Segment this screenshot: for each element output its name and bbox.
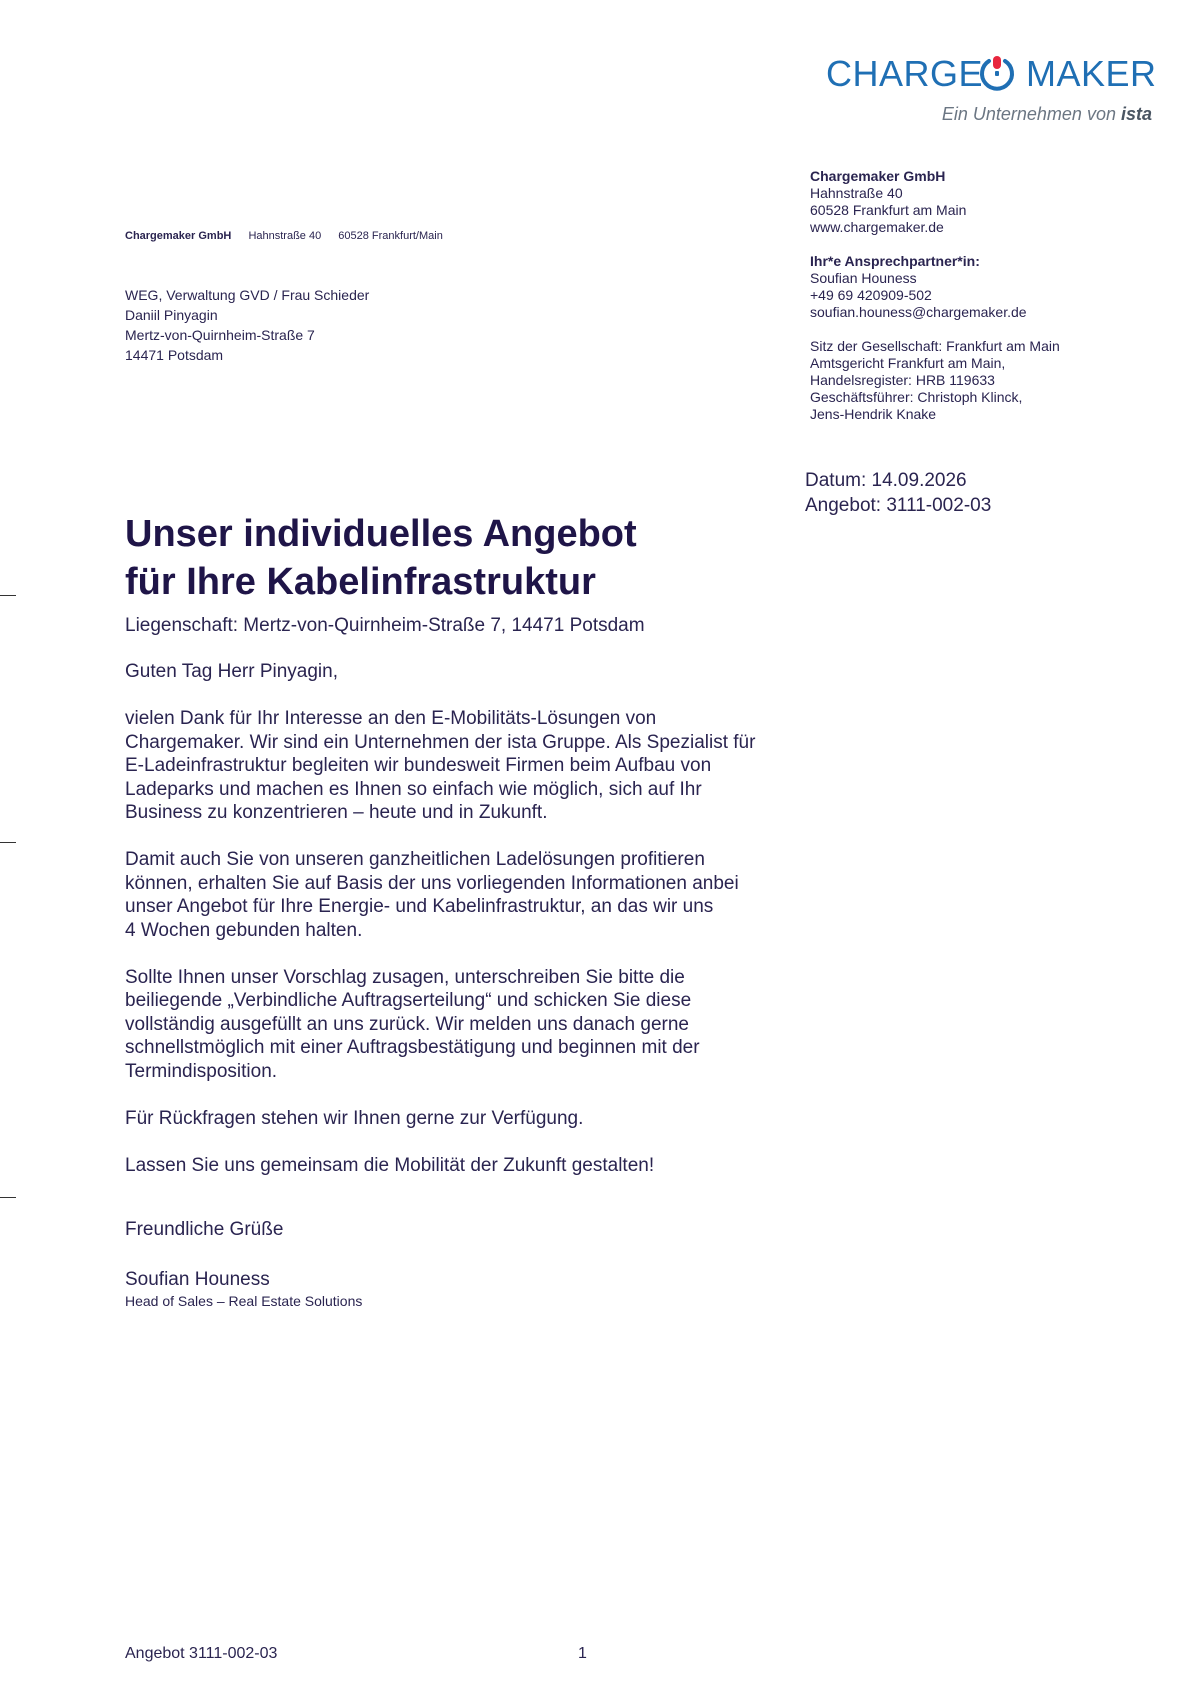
company-info-block — [810, 168, 1060, 423]
page-number: 1 — [578, 1645, 587, 1662]
paragraph-questions: Für Rückfragen stehen wir Ihnen gerne zur Verfügung. — [125, 1107, 584, 1129]
logo-text-maker: MAKER — [1026, 53, 1157, 94]
paragraph-future: Lassen Sie uns gemeinsam die Mobilität der Zukunft gestalten! — [125, 1154, 655, 1176]
logo-subtitle-text: Ein Unternehmen von — [941, 104, 1121, 124]
body-line: Termindisposition. — [125, 1060, 278, 1082]
legal-line: Geschäftsführer: Christoph Klinck, — [810, 389, 1023, 405]
fold-mark-top — [0, 595, 16, 596]
body-line: vielen Dank für Ihr Interesse an den E-Mobilitäts-Lösungen von — [125, 708, 657, 729]
recipient-line: Mertz-von-Quirnheim-Straße 7 — [125, 327, 315, 343]
contact-phone[interactable]: +49 69 420909-502 — [810, 287, 932, 303]
recipient-line: WEG, Verwaltung GVD / Frau Schieder — [125, 287, 370, 303]
chargemaker-logo — [826, 52, 1157, 126]
closing-salutation: Freundliche Grüße — [125, 1219, 284, 1240]
recipient-line: Daniil Pinyagin — [125, 307, 218, 323]
contact-email-link[interactable]: soufian.houness@chargemaker.de — [810, 304, 1027, 320]
body-line: schnellstmöglich mit einer Auftragsbestätigung und beginnen mit der — [125, 1037, 700, 1058]
signer-role: Head of Sales – Real Estate Solutions — [125, 1293, 363, 1309]
info-city: 60528 Frankfurt am Main — [810, 202, 967, 218]
greeting: Guten Tag Herr Pinyagin, — [125, 661, 338, 682]
power-plug-icon — [977, 54, 1017, 94]
info-company: Chargemaker GmbH — [810, 168, 946, 184]
legal-line: Amtsgericht Frankfurt am Main, — [810, 355, 1006, 371]
info-website-link[interactable]: www.chargemaker.de — [810, 219, 944, 235]
body-line: E-Ladeinfrastruktur begleiten wir bundesweit Firmen beim Aufbau von — [125, 755, 712, 776]
paragraph-order — [125, 966, 865, 1084]
paragraph-offer — [125, 848, 865, 942]
recipient-line: 14471 Potsdam — [125, 347, 224, 363]
contact-heading: Ihr*e Ansprechpartner*in: — [810, 253, 980, 269]
paragraph-intro — [125, 707, 865, 825]
body-line: unser Angebot für Ihre Energie- und Kabelinfrastruktur, an das wir uns — [125, 896, 714, 917]
body-line: Chargemaker. Wir sind ein Unternehmen der ista Gruppe. Als Spezialist für — [125, 731, 756, 753]
info-street: Hahnstraße 40 — [810, 185, 903, 201]
legal-line: Handelsregister: HRB 119633 — [810, 372, 995, 388]
body-line: Damit auch Sie von unseren ganzheitlichen Ladelösungen profitieren — [125, 849, 705, 870]
letter-body — [125, 660, 865, 1201]
title-line: Unser individuelles Angebot — [125, 513, 637, 555]
document-date: Datum: 14.09.2026 — [805, 470, 967, 491]
body-line: vollständig ausgefüllt an uns zurück. Wir melden uns danach gerne — [125, 1013, 689, 1035]
sender-address-line — [125, 230, 457, 242]
document-meta — [805, 468, 991, 518]
footer-offer-number: Angebot 3111-002-03 — [125, 1645, 278, 1662]
fold-mark-middle — [0, 842, 16, 843]
recipient-address — [125, 285, 369, 365]
fold-mark-bottom — [0, 1197, 16, 1198]
body-line: Ladeparks und machen es Ihnen so einfach wie möglich, sich auf Ihr — [125, 778, 702, 800]
ista-logo-text: ista — [1120, 104, 1152, 124]
offer-number: Angebot: 3111-002-03 — [805, 495, 992, 516]
legal-line: Sitz der Gesellschaft: Frankfurt am Main — [810, 338, 1060, 354]
body-line: Business zu konzentrieren – heute und in Zukunft. — [125, 802, 548, 823]
body-line: 4 Wochen gebunden halten. — [125, 919, 363, 941]
body-line: Sollte Ihnen unser Vorschlag zusagen, unterschreiben Sie bitte die — [125, 966, 685, 988]
sender-company: Chargemaker GmbH — [125, 230, 232, 242]
property-address: Liegenschaft: Mertz-von-Quirnheim-Straße 7, 14471 Potsdam — [125, 615, 645, 636]
logo-text-charge: CHARGE — [826, 53, 984, 94]
document-title — [125, 510, 637, 606]
body-line: können, erhalten Sie auf Basis der uns vorliegenden Informationen anbei — [125, 872, 739, 894]
logo-subtitle — [942, 104, 1152, 125]
sender-city: 60528 Frankfurt/Main — [338, 230, 443, 242]
title-line: für Ihre Kabelinfrastruktur — [125, 561, 596, 603]
contact-name: Soufian Houness — [810, 270, 917, 286]
sender-street: Hahnstraße 40 — [248, 230, 322, 242]
signer-name: Soufian Houness — [125, 1269, 270, 1290]
body-line: beiliegende „Verbindliche Auftragserteilung“ und schicken Sie diese — [125, 990, 692, 1011]
legal-line: Jens-Hendrik Knake — [810, 406, 937, 422]
